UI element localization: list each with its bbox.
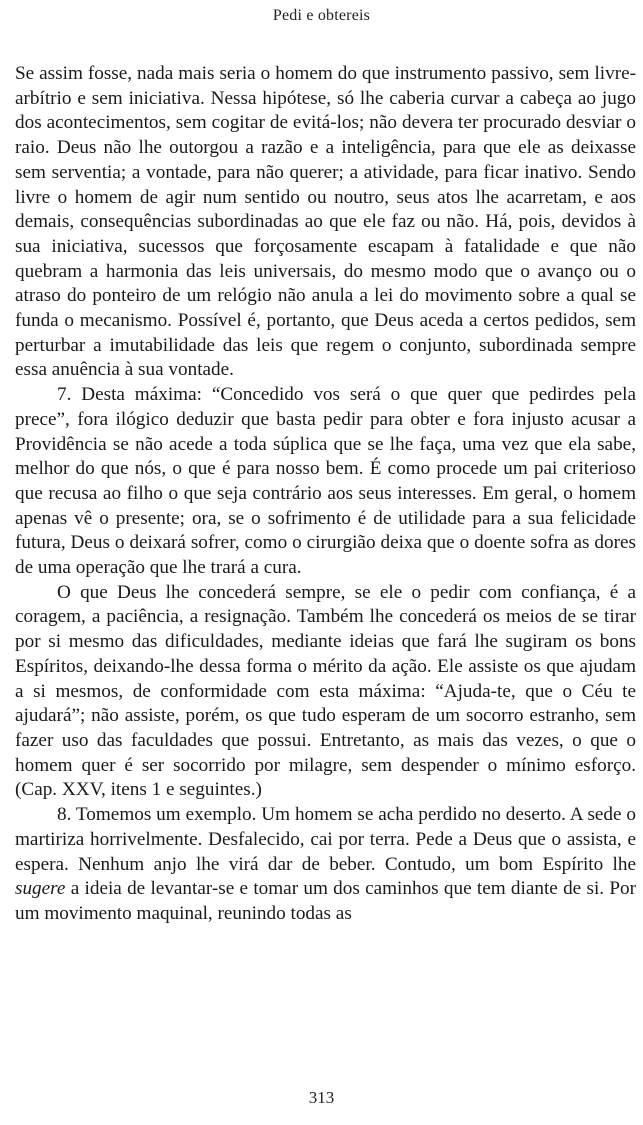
paragraph-2: 7. Desta máxima: “Concedido vos será o que quer que pedirdes pela prece”, fora ilógico deduzir que basta pedir para obter e fora injusto acusar a Providência se não acede a toda súplica que se lhe faça, uma vez que ela sabe, melhor do que nós, o que é para nosso bem. É como procede um pai criterioso que recusa ao filho o que seja contrário aos seus interesses. Em geral, o homem apenas vê o presente; ora, se o sofrimento é de utilidade para a sua felicidade futura, Deus o deixará sofrer, como o cirurgião deixa que o doente sofra as dores de uma operação que lhe trará a cura. [15,384,636,579]
paragraph-4-text-end: a ideia de levantar-se e tomar um dos caminhos que tem diante de si. Por um movimento maquinal, reunindo todas as [15,878,636,924]
body-text [15,62,636,927]
paragraph-1: Se assim fosse, nada mais seria o homem do que instrumento passivo, sem livre-arbítrio e sem iniciativa. Nessa hipótese, só lhe caberia curvar a cabeça ao jugo dos acontecimentos, sem cogitar de evitá-los; não devera ter procurado desviar o raio. Deus não lhe outorgou a razão e a inteligência, para que ele as deixasse sem serventia; a vontade, para não querer; a atividade, para ficar inativo. Sendo livre o homem de agir num sentido ou noutro, seus atos lhe acarretam, e aos demais, consequências subordinadas ao que ele faz ou não. Há, pois, devidos à sua iniciativa, sucessos que forçosamente escapam à fatalidade e que não quebram a harmonia das leis universais, do mesmo modo que o avanço ou o atraso do ponteiro de um relógio não anula a lei do movimento sobre a qual se funda o mecanismo. Possível é, portanto, que Deus aceda a certos pedidos, sem perturbar a imutabilidade das leis que regem o conjunto, subordinada sempre essa anuência à sua vontade. [15,63,636,381]
emphasis-sugere: sugere [15,878,66,900]
page-number: 313 [308,1088,335,1107]
paragraph-3: O que Deus lhe concederá sempre, se ele o pedir com confiança, é a coragem, a paciência, a resignação. Também lhe concederá os meios de se tirar por si mesmo das dificuldades, mediante ideias que fará lhe sugiram os bons Espíritos, deixando-lhe dessa forma o mérito da ação. Ele assiste os que ajudam a si mesmos, de conformidade com esta máxima: “Ajuda-te, que o Céu te ajudará”; não assiste, porém, os que tudo esperam de um socorro estranho, sem fazer uso das faculdades que possui. Entretanto, as mais das vezes, o que o homem quer é ser socorrido por milagre, sem despender o mínimo esforço. (Cap. XXV, itens 1 e seguintes.) [15,581,636,801]
paragraph-4 [15,803,636,927]
running-header: Pedi e obtereis [272,7,371,24]
paragraph-4-text-start: 8. Tomemos um exemplo. Um homem se acha perdido no deserto. A sede o martiriza horrivelmente. Desfalecido, cai por terra. Pede a Deus que o assista, e espera. Nenhum anjo lhe virá dar de beber. Contudo, um bom Espírito lhe [15,804,636,875]
